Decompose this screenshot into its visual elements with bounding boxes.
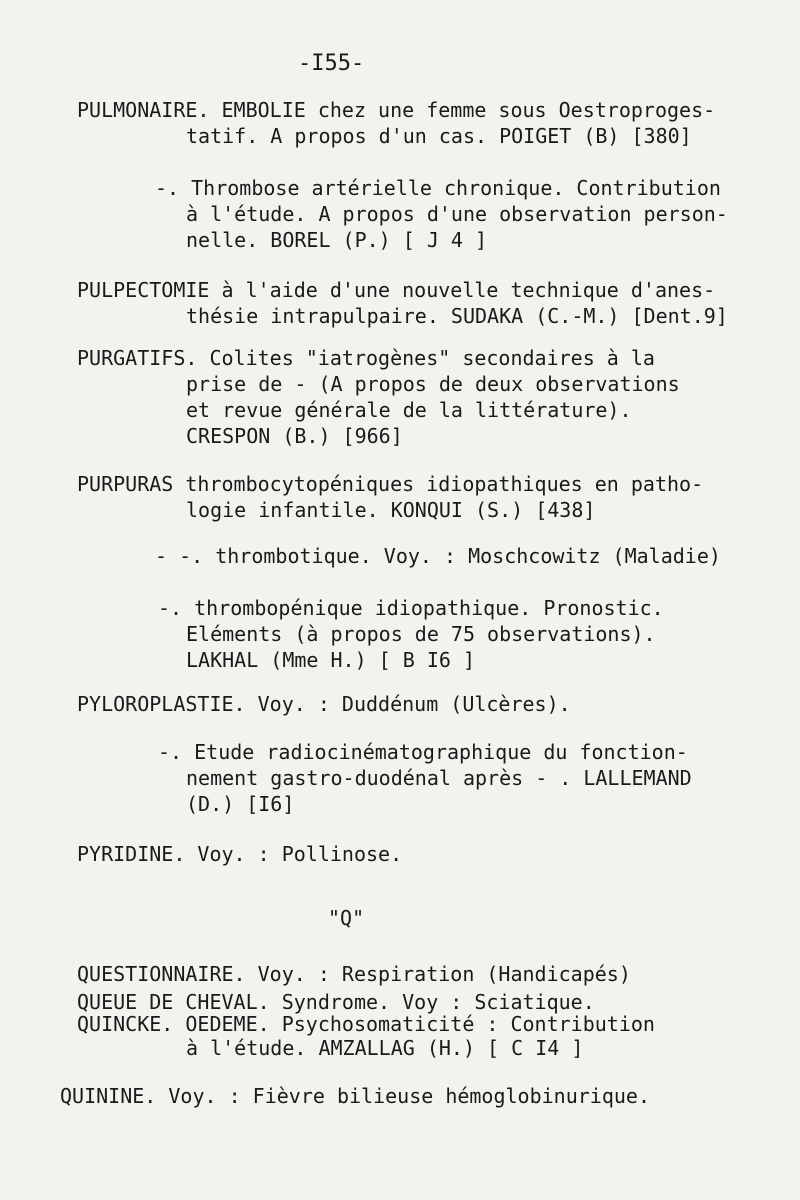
entry-line: QUEUE DE CHEVAL. Syndrome. Voy : Sciatique. [77,990,595,1014]
entry-line: CRESPON (B.) [966] [186,424,403,448]
entry-line: PURPURAS thrombocytopéniques idiopathiques en patho- [77,472,704,496]
entry-line: QUINCKE. OEDEME. Psychosomaticité : Contribution [77,1012,655,1036]
entry-line: -. Etude radiocinématographique du fonction- [158,740,688,764]
entry-line: PYRIDINE. Voy. : Pollinose. [77,842,403,866]
entry-line: PYLOROPLASTIE. Voy. : Duddénum (Ulcères). [77,692,571,716]
entry-line: (D.) [I6] [186,792,295,816]
entry-line: à l'étude. A propos d'une observation person- [186,202,728,226]
entry-line: logie infantile. KONQUI (S.) [438] [186,498,596,522]
entry-line: thésie intrapulpaire. SUDAKA (C.-M.) [Dent.9] [186,304,728,328]
entry-line: PULMONAIRE. EMBOLIE chez une femme sous Oestroproges- [77,98,716,122]
page-number: -I55- [298,51,365,76]
entry-line: LAKHAL (Mme H.) [ B I6 ] [186,648,475,672]
entry-line: PULPECTOMIE à l'aide d'une nouvelle technique d'anes- [77,278,716,302]
entry-line: QUESTIONNAIRE. Voy. : Respiration (Handicapés) [77,962,631,986]
entry-line: prise de - (A propos de deux observations [186,372,680,396]
entry-line: - -. thrombotique. Voy. : Moschcowitz (Maladie) [155,544,721,568]
entry-line: Eléments (à propos de 75 observations). [186,622,656,646]
entry-line: nelle. BOREL (P.) [ J 4 ] [186,228,488,252]
entry-line: -. thrombopénique idiopathique. Pronostic. [158,596,664,620]
entry-line: tatif. A propos d'un cas. POIGET (B) [380] [186,124,692,148]
entry-line: -. Thrombose artérielle chronique. Contribution [155,176,721,200]
entry-line: à l'étude. AMZALLAG (H.) [ C I4 ] [186,1036,584,1060]
entry-line: nement gastro-duodénal après - . LALLEMAND [186,766,692,790]
entry-line: PURGATIFS. Colites "iatrogènes" secondaires à la [77,346,655,370]
entry-line: QUININE. Voy. : Fièvre bilieuse hémoglobinurique. [60,1084,651,1108]
section-heading: "Q" [328,906,365,930]
entry-line: et revue générale de la littérature). [186,398,632,422]
